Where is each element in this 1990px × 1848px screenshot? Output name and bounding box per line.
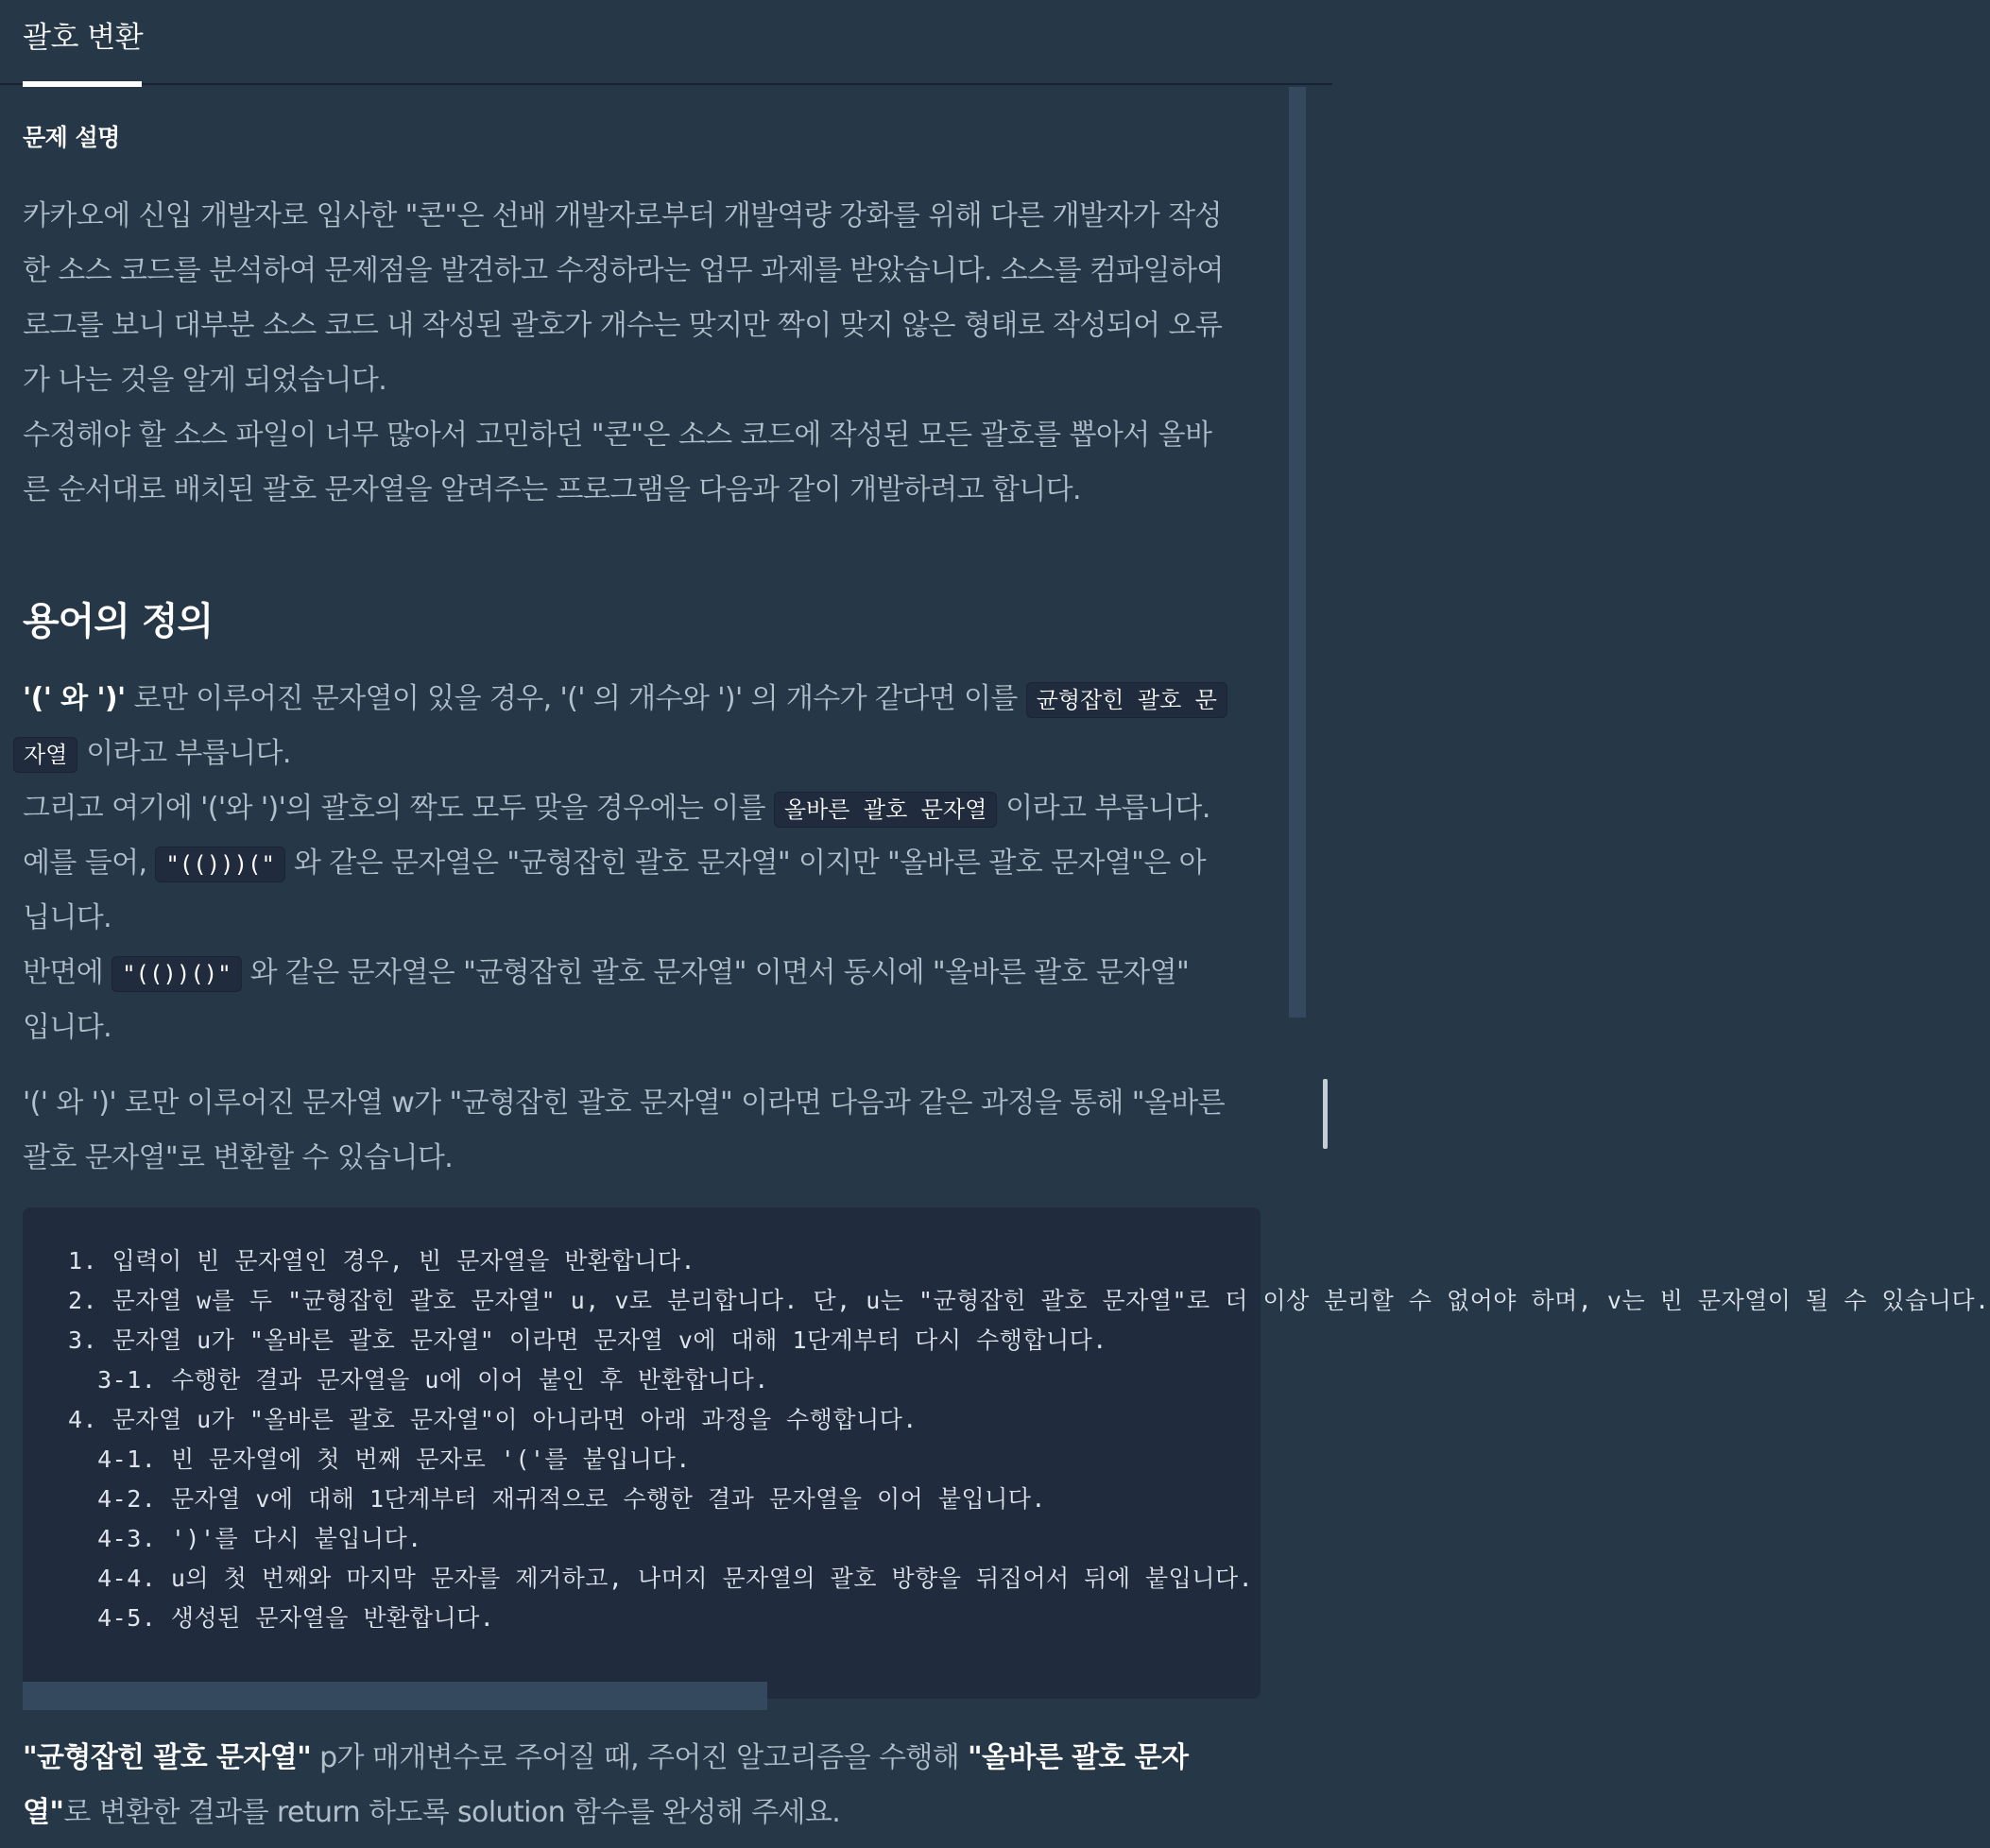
- algorithm-code-block: [23, 1207, 1990, 1699]
- emphasis: 열": [23, 1796, 64, 1829]
- definition-line: [23, 949, 1189, 990]
- task-text: 로 변환한 결과를 return 하도록 solution 함수를 완성해 주세요.: [63, 1796, 841, 1829]
- conversion-line: '(' 와 ')' 로만 이루어진 문자열 w가 "균형잡힌 괄호 문자열" 이라면 다음과 같은 과정을 통해 "올바른: [23, 1087, 1226, 1120]
- task-statement: [23, 1731, 1266, 1840]
- code-line: 2. 문자열 w를 두 "균형잡힌 괄호 문자열" u, v로 분리합니다. 단, u는 "균형잡힌 괄호 문자열"로 더 이상 분리할 수 없어야 하며, v는 빈 문자열이 될 수 있습니다.: [68, 1287, 1990, 1314]
- code-horizontal-scrollbar[interactable]: [23, 1682, 767, 1710]
- intro-line: 로그를 보니 대부분 소스 코드 내 작성된 괄호가 개수는 맞지만 짝이 맞지 않은 형태로 작성되어 오류: [23, 309, 1223, 342]
- definition-line: [23, 784, 1210, 826]
- intro-line: 가 나는 것을 알게 되었습니다.: [23, 364, 387, 397]
- intro-line: 수정해야 할 소스 파일이 너무 많아서 고민하던 "콘"은 소스 코드에 작성된 모든 괄호를 뽑아서 올바: [23, 419, 1212, 452]
- definition-text: 이라고 부릅니다.: [77, 737, 291, 770]
- code-line: 4-3. ')'를 다시 붙입니다.: [68, 1525, 422, 1552]
- active-tab-indicator: [23, 81, 142, 87]
- intro-paragraph: [23, 189, 1266, 518]
- inline-code: "(()))(": [155, 847, 285, 882]
- emphasis: "올바른 괄호 문자: [968, 1741, 1189, 1774]
- code-line: 4-4. u의 첫 번째와 마지막 문자를 제거하고, 나머지 문자열의 괄호 방향을 뒤집어서 뒤에 붙입니다.: [68, 1565, 1254, 1592]
- task-text: p가 매개변수로 주어질 때, 주어진 알고리즘을 수행해: [311, 1741, 969, 1774]
- inline-code: 자열: [13, 737, 77, 773]
- definition-line: [23, 675, 1227, 716]
- tab-problem-title[interactable]: [23, 0, 142, 85]
- code-line: 4-1. 빈 문자열에 첫 번째 문자로 '('를 붙입니다.: [68, 1446, 691, 1473]
- tab-label: 괄호 변환: [23, 21, 144, 55]
- code-line: 4. 문자열 u가 "올바른 괄호 문자열"이 아니라면 아래 과정을 수행합니다.: [68, 1406, 918, 1433]
- paren-pair: '(' 와 ')': [23, 682, 126, 715]
- intro-line: 른 순서대로 배치된 괄호 문자열을 알려주는 프로그램을 다음과 같이 개발하려고 합니다.: [23, 473, 1081, 506]
- definition-text: 이라고 부릅니다.: [997, 792, 1210, 825]
- inline-code: "(())()": [112, 956, 242, 992]
- code-line: 3-1. 수행한 결과 문자열을 u에 이어 붙인 후 반환합니다.: [68, 1366, 769, 1394]
- definition-text: 예를 들어,: [23, 847, 156, 880]
- definition-text: 그리고 여기에 '('와 ')'의 괄호의 짝도 모두 맞을 경우에는 이를: [23, 792, 774, 825]
- code-line: 3. 문자열 u가 "올바른 괄호 문자열" 이라면 문자열 v에 대해 1단계부터 다시 수행합니다.: [68, 1326, 1107, 1354]
- vertical-scrollbar[interactable]: [1289, 87, 1306, 1018]
- intro-line: 카카오에 신입 개발자로 입사한 "콘"은 선배 개발자로부터 개발역량 강화를 위해 다른 개발자가 작성: [23, 199, 1222, 232]
- page-scrollbar-thumb[interactable]: [1323, 1079, 1328, 1149]
- emphasis: "균형잡힌 괄호 문자열": [23, 1741, 312, 1774]
- algorithm-steps: [23, 1207, 1990, 1638]
- inline-code: 균형잡힌 괄호 문: [1026, 682, 1227, 718]
- definition-line: 입니다.: [23, 1011, 112, 1044]
- definition-line: [23, 839, 1206, 881]
- definition-text: 로만 이루어진 문자열이 있을 경우, '(' 의 개수와 ')' 의 개수가 같다면 이를: [125, 682, 1026, 715]
- code-line: 1. 입력이 빈 문자열인 경우, 빈 문자열을 반환합니다.: [68, 1247, 696, 1275]
- definition-text: 와 같은 문자열은 "균형잡힌 괄호 문자열" 이지만 "올바른 괄호 문자열"은 아: [284, 847, 1207, 880]
- definition-text: 반면에: [23, 956, 112, 989]
- tab-bar: [0, 0, 1332, 85]
- conversion-line: 괄호 문자열"로 변환할 수 있습니다.: [23, 1141, 454, 1174]
- definition-line: [23, 729, 291, 771]
- inline-code: 올바른 괄호 문자열: [774, 792, 997, 828]
- intro-line: 한 소스 코드를 분석하여 문제점을 발견하고 수정하라는 업무 과제를 받았습니다. 소스를 컴파일하여: [23, 254, 1224, 287]
- definitions-heading: 용어의 정의: [23, 600, 214, 643]
- section-heading: 문제 설명: [23, 124, 120, 151]
- code-line: 4-2. 문자열 v에 대해 1단계부터 재귀적으로 수행한 결과 문자열을 이어 붙입니다.: [68, 1485, 1046, 1513]
- definition-line: 닙니다.: [23, 901, 112, 934]
- code-line: 4-5. 생성된 문자열을 반환합니다.: [68, 1604, 495, 1632]
- definition-text: 와 같은 문자열은 "균형잡힌 괄호 문자열" 이면서 동시에 "올바른 괄호 문자열": [241, 956, 1190, 989]
